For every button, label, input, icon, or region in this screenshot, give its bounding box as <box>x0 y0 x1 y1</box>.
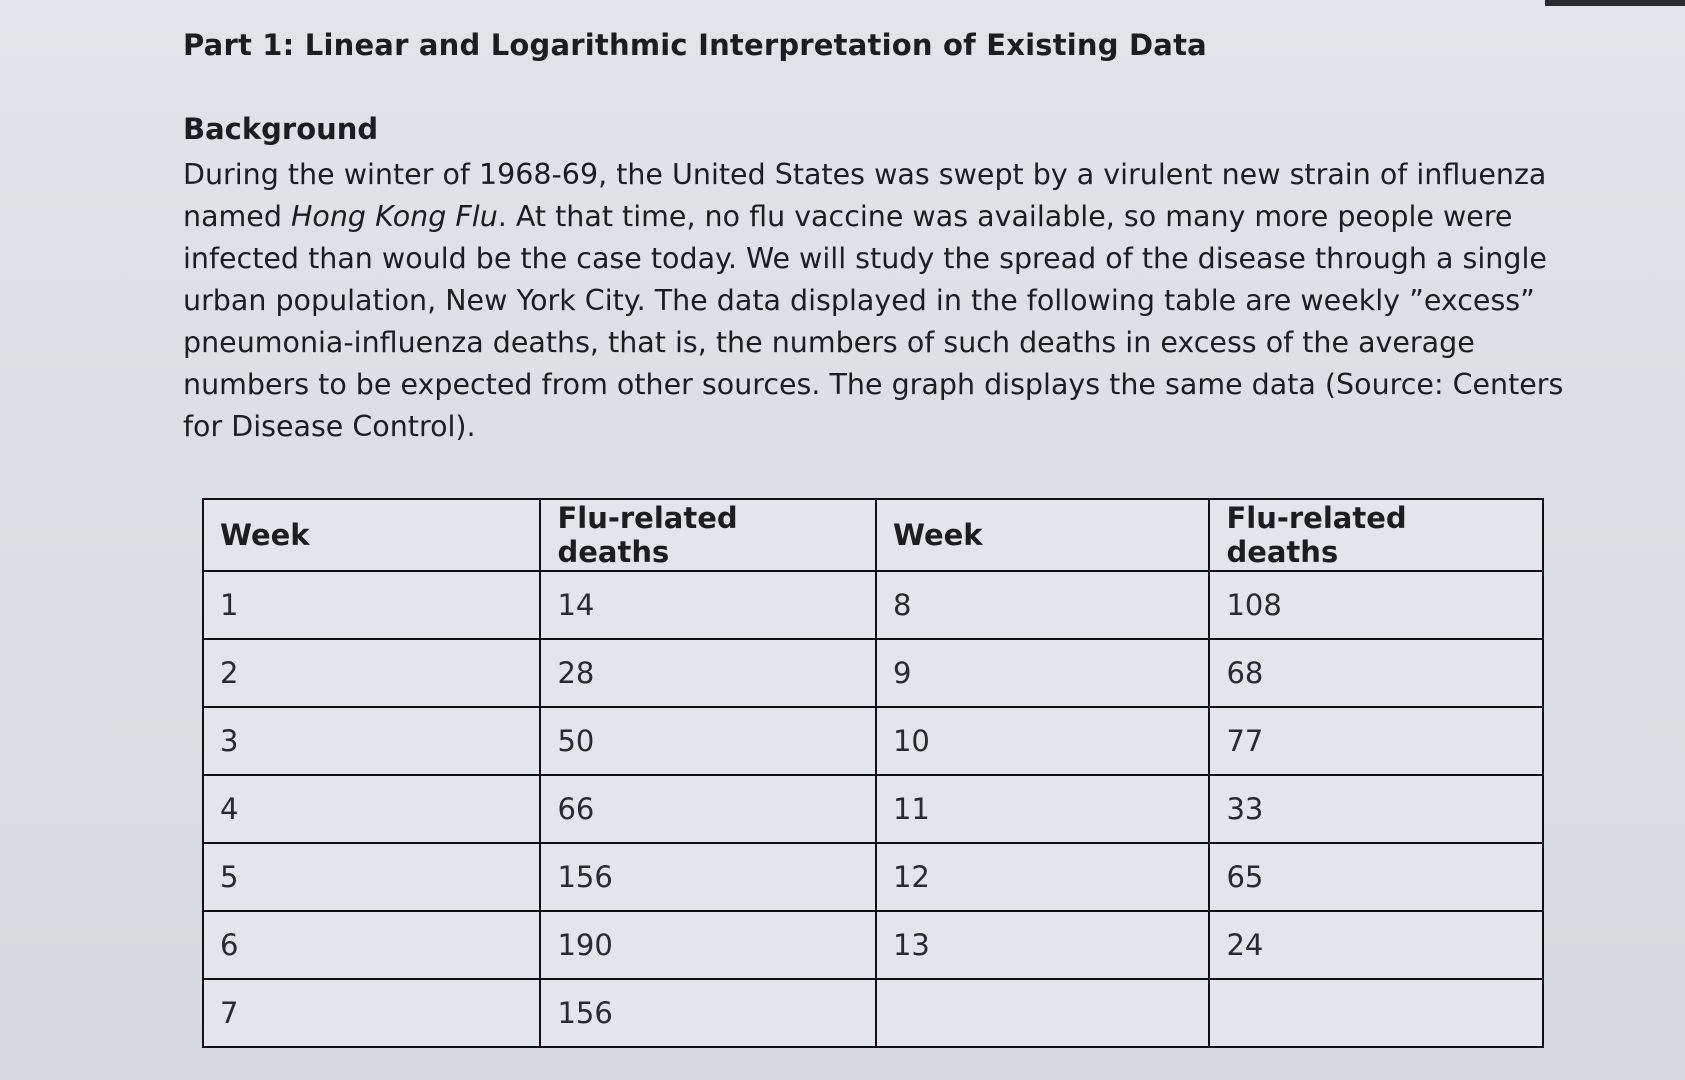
flu-name-italic: Hong Kong Flu <box>290 200 498 233</box>
paragraph-line: During the winter of 1968-69, the United States was swept by a virulent new strain of influenza <box>183 158 1547 191</box>
paragraph-line: for Disease Control). <box>183 410 476 443</box>
table-cell: 3 <box>203 707 540 775</box>
top-edge-bar <box>1545 0 1685 6</box>
table-row <box>203 775 1543 843</box>
header-week-2: Week <box>876 499 1209 571</box>
header-deaths-2: Flu-related deaths <box>1209 499 1543 571</box>
table-cell <box>876 979 1209 1047</box>
paragraph-line <box>183 196 1523 238</box>
table-cell: 2 <box>203 639 540 707</box>
table-cell: 5 <box>203 843 540 911</box>
paragraph-line: pneumonia-influenza deaths, that is, the numbers of such deaths in excess of the average <box>183 326 1475 359</box>
paragraph-line: urban population, New York City. The data displayed in the following table are weekly ”excess” <box>183 284 1535 317</box>
table-cell: 33 <box>1209 775 1543 843</box>
table-cell: 28 <box>540 639 876 707</box>
table-cell: 190 <box>540 911 876 979</box>
flu-deaths-table <box>202 498 1544 1048</box>
table-cell: 156 <box>540 843 876 911</box>
table-cell: 1 <box>203 571 540 639</box>
table-cell: 9 <box>876 639 1209 707</box>
table-cell: 14 <box>540 571 876 639</box>
header-week-1: Week <box>203 499 540 571</box>
table-cell: 68 <box>1209 639 1543 707</box>
table-header-row <box>203 499 1543 571</box>
table-row <box>203 571 1543 639</box>
table-cell: 156 <box>540 979 876 1047</box>
table-cell: 10 <box>876 707 1209 775</box>
header-deaths-1: Flu-related deaths <box>540 499 876 571</box>
table-cell: 13 <box>876 911 1209 979</box>
table-cell: 24 <box>1209 911 1543 979</box>
table-row <box>203 843 1543 911</box>
table-cell: 12 <box>876 843 1209 911</box>
paragraph-line: numbers to be expected from other sources. The graph displays the same data (Source: Centers <box>183 368 1564 401</box>
table-cell: 66 <box>540 775 876 843</box>
table-cell <box>1209 979 1543 1047</box>
table-cell: 11 <box>876 775 1209 843</box>
table-row <box>203 979 1543 1047</box>
table-cell: 108 <box>1209 571 1543 639</box>
paragraph-line-start: named <box>183 200 291 233</box>
background-paragraph <box>183 154 1564 448</box>
paragraph-line: infected than would be the case today. We will study the spread of the disease through a single <box>183 242 1547 275</box>
table-cell: 50 <box>540 707 876 775</box>
table-cell: 65 <box>1209 843 1543 911</box>
table-cell: 77 <box>1209 707 1543 775</box>
paragraph-line-end: . At that time, no flu vaccine was available, so many more people were <box>497 200 1513 233</box>
table-cell: 8 <box>876 571 1209 639</box>
section-title: Background <box>183 112 379 146</box>
table-row <box>203 707 1543 775</box>
table-cell: 7 <box>203 979 540 1047</box>
table-row <box>203 911 1543 979</box>
part-title: Part 1: Linear and Logarithmic Interpretation of Existing Data <box>183 28 1207 62</box>
table-row <box>203 639 1543 707</box>
table-cell: 6 <box>203 911 540 979</box>
table-cell: 4 <box>203 775 540 843</box>
